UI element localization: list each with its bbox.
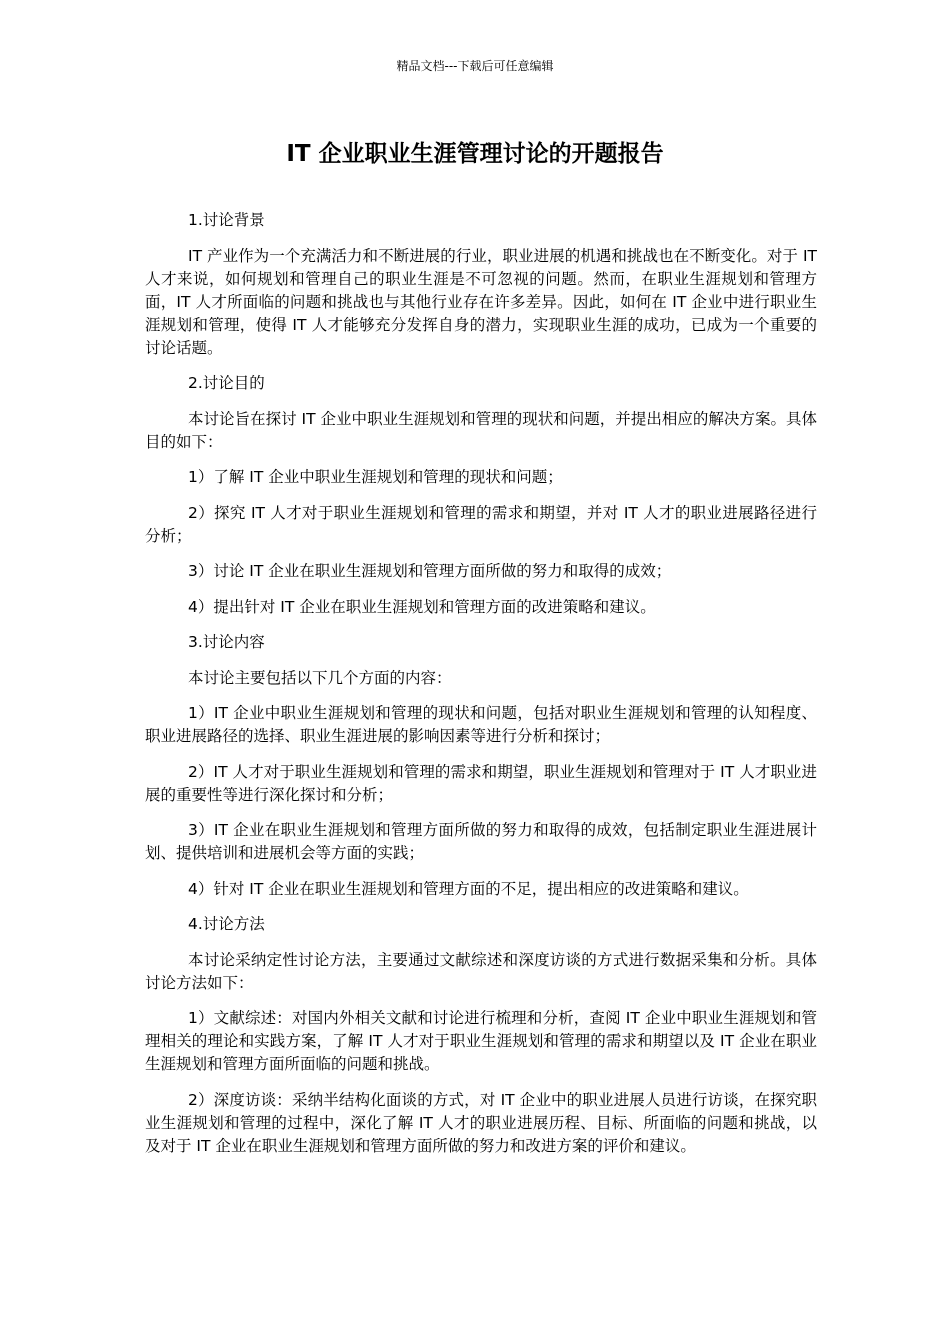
- list-item-purpose-2: 2）探究 IT 人才对于职业生涯规划和管理的需求和期望，并对 IT 人才的职业进展路径进行分析；: [145, 503, 817, 545]
- list-item-method-1: 1）文献综述：对国内外相关文献和讨论进行梳理和分析，查阅 IT 企业中职业生涯规划和管理相关的理论和实践方案，了解 IT 人才对于职业生涯规划和管理的需求和期望以及 IT 企业在职业生涯规划和管理方面所面临的问题和挑战。: [145, 1009, 817, 1073]
- document-title: IT 企业职业生涯管理讨论的开题报告: [286, 141, 664, 167]
- list-item-purpose-4: 4）提出针对 IT 企业在职业生涯规划和管理方面的改进策略和建议。: [188, 597, 656, 616]
- list-item-content-3: 3）IT 企业在职业生涯规划和管理方面所做的努力和取得的成效，包括制定职业生涯进展计划、提供培训和进展机会等方面的实践；: [145, 821, 817, 862]
- header-note: 精品文档---下载后可任意编辑: [396, 59, 554, 73]
- list-item-method-2: 2）深度访谈：采纳半结构化面谈的方式，对 IT 企业中的职业进展人员进行访谈，在探究职业生涯规划和管理的过程中，深化了解 IT 人才的职业进展历程、目标、所面临的问题和挑战，以及对于 IT 企业在职业生涯规划和管理方面所做的努力和改进方案的评价和建议。: [145, 1090, 817, 1155]
- section-heading-method: 4.讨论方法: [188, 915, 265, 933]
- section-heading-background: 1.讨论背景: [188, 211, 265, 229]
- list-item-content-1: 1）IT 企业中职业生涯规划和管理的现状和问题，包括对职业生涯规划和管理的认知程度、职业进展路径的选择、职业生涯进展的影响因素等进行分析和探讨；: [145, 704, 817, 745]
- section-heading-content: 3.讨论内容: [188, 633, 265, 651]
- section-heading-purpose: 2.讨论目的: [188, 374, 265, 392]
- list-item-purpose-3: 3）讨论 IT 企业在职业生涯规划和管理方面所做的努力和取得的成效；: [188, 562, 672, 580]
- list-item-purpose-1: 1）了解 IT 企业中职业生涯规划和管理的现状和问题；: [188, 468, 563, 486]
- paragraph-background: IT 产业作为一个充满活力和不断进展的行业，职业进展的机遇和挑战也在不断变化。对于 IT 人才来说，如何规划和管理自己的职业生涯是不可忽视的问题。然而，在职业生涯规划和管理方面，IT 人才所面临的问题和挑战也与其他行业存在许多差异。因此，如何在 IT 企业中进行职业生涯规划和管理，使得 IT 人才能够充分发挥自身的潜力，实现职业生涯的成功，已成为一个重要的讨论话题。: [145, 246, 817, 357]
- list-item-content-2: 2）IT 人才对于职业生涯规划和管理的需求和期望，职业生涯规划和管理对于 IT 人才职业进展的重要性等进行深化探讨和分析；: [145, 762, 817, 804]
- paragraph-content-intro: 本讨论主要包括以下几个方面的内容：: [188, 668, 452, 687]
- paragraph-method-intro: 本讨论采纳定性讨论方法，主要通过文献综述和深度访谈的方式进行数据采集和分析。具体讨论方法如下：: [145, 950, 817, 992]
- paragraph-purpose-intro: 本讨论旨在探讨 IT 企业中职业生涯规划和管理的现状和问题，并提出相应的解决方案。具体目的如下：: [145, 409, 817, 451]
- document-body: [145, 209, 817, 1170]
- list-item-content-4: 4）针对 IT 企业在职业生涯规划和管理方面的不足，提出相应的改进策略和建议。: [188, 879, 749, 898]
